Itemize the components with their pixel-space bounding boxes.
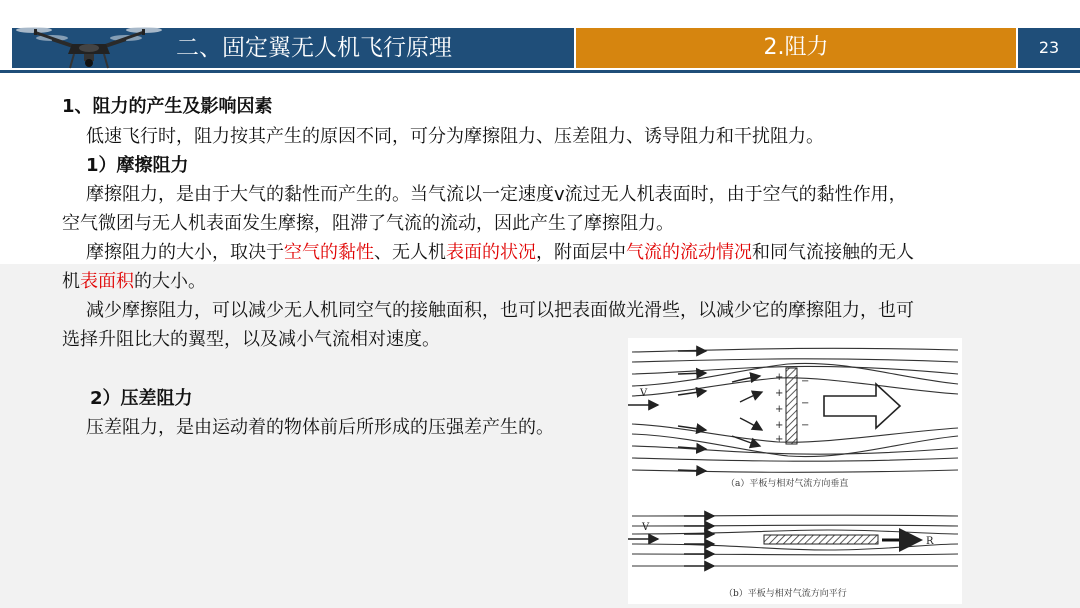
text-run: 摩擦阻力的大小，取决于 (86, 242, 284, 263)
drag-r-label: R (926, 536, 934, 547)
friction-factors-line2 (62, 269, 206, 295)
caption-a: （a）平板与相对气流方向垂直 (726, 479, 849, 489)
svg-text:+: + (775, 372, 784, 383)
diagram-b (628, 515, 958, 599)
diagram-a (628, 348, 958, 489)
highlight-air-viscosity: 空气的黏性 (284, 242, 374, 263)
section-title: 2.阻力 (763, 35, 829, 60)
friction-para-line2: 空气微团与无人机表面发生摩擦，阻滞了气流的流动，因此产生了摩擦阻力。 (62, 213, 674, 234)
highlight-surface-area: 表面积 (80, 271, 134, 292)
subheading-pressure-drag: 2）压差阻力 (90, 388, 193, 409)
subheading-friction: 1）摩擦阻力 (86, 155, 189, 176)
text-run: ，附面层中 (536, 242, 626, 263)
svg-text:−: − (801, 398, 810, 409)
reduce-friction-line1: 减少摩擦阻力，可以减少无人机同空气的接触面积，也可以把表面做光滑些，以减少它的摩擦阻力，也可 (86, 300, 914, 321)
highlight-flow-condition: 气流的流动情况 (626, 242, 752, 263)
drag-arrow-icon (824, 384, 900, 428)
velocity-label-b: V (642, 522, 650, 533)
friction-factors-line1 (86, 240, 914, 266)
highlight-surface-condition: 表面的状况 (446, 242, 536, 263)
svg-text:−: − (801, 420, 810, 431)
intro-paragraph: 低速飞行时，阻力按其产生的原因不同，可分为摩擦阻力、压差阻力、诱导阻力和干扰阻力。 (86, 126, 824, 147)
airflow-diagram-svg (628, 338, 962, 604)
perpendicular-plate (786, 368, 797, 444)
drone-icon (14, 22, 164, 72)
text-run: 和同气流接触的无人 (752, 242, 914, 263)
text-run: 机 (62, 271, 80, 292)
velocity-label-a: V (640, 388, 648, 399)
slide-title: 二、固定翼无人机飞行原理 (176, 35, 452, 61)
text-run: 、无人机 (374, 242, 446, 263)
flow-arrows-b (628, 516, 714, 566)
friction-para-line1: 摩擦阻力，是由于大气的黏性而产生的。当气流以一定速度v流过无人机表面时，由于空气的黏性作用， (86, 184, 907, 205)
svg-text:+: + (775, 388, 784, 399)
airflow-diagram (628, 338, 962, 604)
svg-text:−: − (801, 376, 810, 387)
reduce-friction-line2: 选择升阻比大的翼型，以及减小气流相对速度。 (62, 329, 440, 350)
minus-signs (801, 376, 809, 431)
svg-text:+: + (775, 434, 784, 445)
plus-signs (775, 372, 783, 445)
page-number: 23 (1038, 38, 1060, 57)
svg-text:+: + (775, 420, 784, 431)
flow-arrows-a (628, 351, 762, 471)
svg-text:+: + (775, 404, 784, 415)
section-heading: 1、阻力的产生及影响因素 (62, 96, 273, 117)
caption-b: （b）平板与相对气流方向平行 (724, 589, 847, 599)
pressure-drag-paragraph: 压差阻力，是由运动着的物体前后所形成的压强差产生的。 (86, 417, 554, 438)
text-run: 的大小。 (134, 271, 206, 292)
parallel-plate (764, 535, 878, 544)
